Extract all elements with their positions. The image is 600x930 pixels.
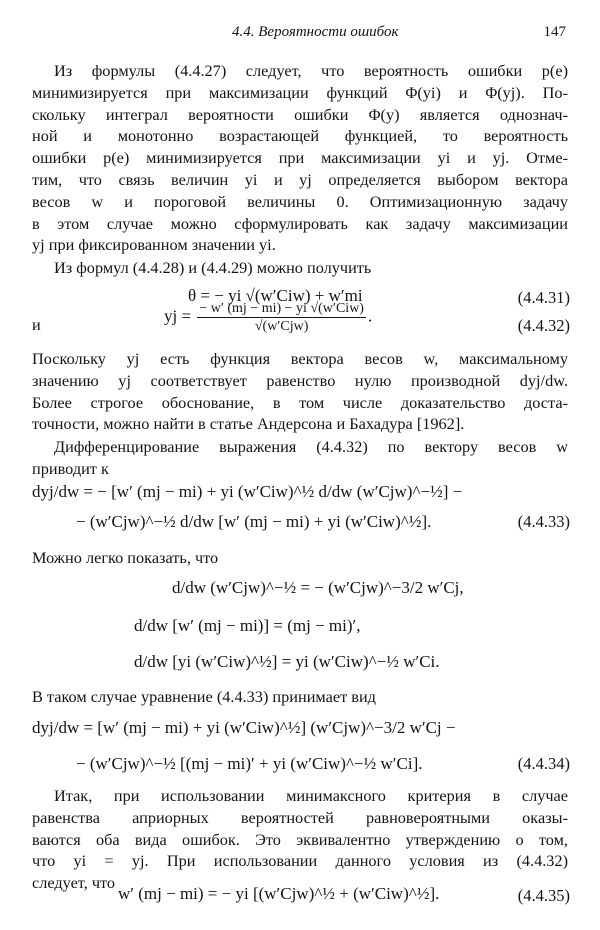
paragraph-1	[32, 60, 568, 256]
equation-4-4-34-line-2: − (w′Cjw)^−½ [(mj − mi)′ + yi (w′Ciw)^−½ w′Ci].	[76, 754, 423, 773]
equation-4-4-32: yj = $\frac{\text{− w′ (mj − mi) − yi √(w′Ciw)}}{\text{√(w′Cjw)}}$ .	[164, 301, 373, 334]
text-line: В таком случае уравнение (4.4.33) принимает вид	[32, 687, 376, 706]
text-line: скольку интеграл вероятности ошибки Φ(y) является однознач-	[32, 104, 568, 124]
derivative-identity-3: d/dw [yi (w′Ciw)^½] = yi (w′Ciw)^−½ w′Ci.	[134, 652, 440, 671]
eq32-numerator: − w′ (mj − mi) − yi √(w′Ciw)	[199, 301, 364, 316]
text-line: и	[32, 315, 41, 334]
equation-number-4-4-35: (4.4.35)	[517, 886, 570, 905]
derivative-identity-2: d/dw [w′ (mj − mi)] = (mj − mi)′,	[134, 616, 361, 635]
text-line: минимизируется при максимизации функций Φ(yi) и Φ(yj). По-	[32, 82, 568, 102]
equation-number-4-4-31: (4.4.31)	[517, 288, 570, 307]
text-line: что yi = yj. При использовании данного условия из (4.4.32)	[32, 851, 568, 871]
equation-number-4-4-32: (4.4.32)	[517, 316, 570, 335]
text-line: равенства априорных вероятностей равновероятными оказы-	[32, 807, 568, 827]
text-line: ваются оба вида ошибок. Это эквивалентно утверждению о том,	[32, 829, 568, 849]
paragraph-5	[32, 547, 568, 569]
text-line: yj при фиксированном значении yi.	[32, 235, 276, 255]
text-line: Более строгое обоснование, в том числе доказательство доста-	[32, 392, 568, 412]
text-line: приводит к	[32, 458, 109, 478]
text-line: весов w и пороговой величины 0. Оптимизационную задачу	[32, 191, 568, 211]
equation-4-4-34-line-1: dyj/dw = [w′ (mj − mi) + yi (w′Ciw)^½] (w′Cjw)^−3/2 w′Cj −	[32, 718, 456, 737]
text-line: значению yj соответствует равенство нулю производной dyj/dw.	[32, 370, 568, 390]
eq32-lhs: yj =	[164, 306, 192, 326]
eq32-denominator: √(w′Cjw)	[254, 319, 309, 334]
equation-number-4-4-34: (4.4.34)	[517, 754, 570, 773]
text-line: ной и монотонно возрастающей функцией, то вероятность	[32, 126, 568, 146]
text-line: точности, можно найти в статье Андерсона и Бахадура [1962].	[32, 414, 465, 434]
equation-4-4-33-line-2: − (w′Cjw)^−½ d/dw [w′ (mj − mi) + yi (w′Ciw)^½].	[76, 512, 432, 531]
text-line: Поскольку yj есть функция вектора весов w, максимальному	[32, 349, 568, 368]
text-line: тим, что связь величин yi и yj определяется выбором вектора	[32, 169, 568, 189]
text-line: Из формул (4.4.28) и (4.4.29) можно получить	[54, 258, 372, 277]
paragraph-3	[32, 348, 568, 435]
page-header	[0, 24, 600, 46]
text-line: в этом случае можно сформулировать как задачу максимизации	[32, 213, 568, 233]
paragraph-7	[32, 785, 568, 894]
equation-4-4-33-line-1: dyj/dw = − [w′ (mj − mi) + yi (w′Ciw)^½ d/dw (w′Cjw)^−½] −	[32, 482, 463, 501]
text-line: Дифференцирование выражения (4.4.32) по вектору весов w	[54, 437, 568, 456]
equation-number-4-4-33: (4.4.33)	[517, 512, 570, 531]
text-line: следует, что	[32, 873, 116, 893]
text-line: Можно легко показать, что	[32, 548, 219, 567]
paragraph-2	[32, 257, 568, 279]
running-title: 4.4. Вероятности ошибок	[232, 24, 399, 40]
derivative-identity-1: d/dw (w′Cjw)^−½ = − (w′Cjw)^−3/2 w′Cj,	[172, 578, 464, 597]
text-line: Из формулы (4.4.27) следует, что вероятность ошибки p(e)	[54, 61, 568, 80]
eq32-fraction	[197, 300, 366, 335]
equation-4-4-31: θ = − yi √(w′Ciw) + w′mi	[188, 286, 363, 305]
paragraph-6	[32, 686, 568, 708]
paragraph-4	[32, 436, 568, 480]
page-number: 147	[543, 24, 566, 40]
equation-4-4-35: w′ (mj − mi) = − yi [(w′Cjw)^½ + (w′Ciw)^½].	[118, 884, 440, 903]
text-line: Итак, при использовании минимаксного критерия в случае	[54, 786, 568, 805]
text-line: ошибки p(e) минимизируется при максимизации yi и yj. Отме-	[32, 148, 568, 168]
